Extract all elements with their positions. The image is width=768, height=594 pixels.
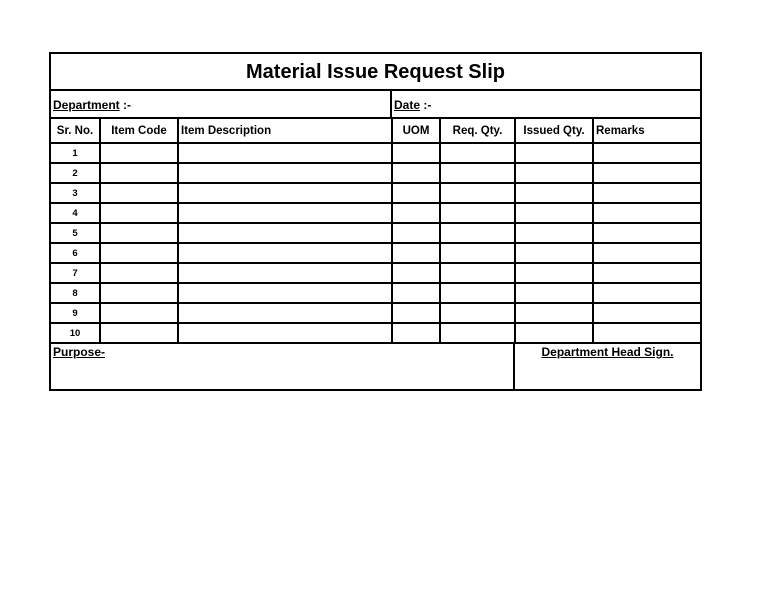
item-code-cell[interactable] <box>100 143 178 163</box>
item-code-cell[interactable] <box>100 323 178 343</box>
item-description-cell[interactable] <box>178 303 392 323</box>
issued-qty-cell[interactable] <box>515 263 593 283</box>
remarks-cell[interactable] <box>593 303 700 323</box>
header-info-row <box>51 91 700 119</box>
remarks-cell[interactable] <box>593 263 700 283</box>
item-code-cell[interactable] <box>100 263 178 283</box>
uom-cell[interactable] <box>392 223 440 243</box>
table-row <box>51 283 700 303</box>
issued-qty-cell[interactable] <box>515 143 593 163</box>
issued-qty-cell[interactable] <box>515 323 593 343</box>
item-code-cell[interactable] <box>100 303 178 323</box>
sr-no-cell: 6 <box>51 243 100 263</box>
purpose-field[interactable] <box>51 343 515 389</box>
uom-cell[interactable] <box>392 183 440 203</box>
table-row <box>51 143 700 163</box>
column-header-issued-qty: Issued Qty. <box>515 119 593 143</box>
issued-qty-cell[interactable] <box>515 183 593 203</box>
uom-cell[interactable] <box>392 323 440 343</box>
sr-no-cell: 5 <box>51 223 100 243</box>
column-header-req-qty: Req. Qty. <box>440 119 515 143</box>
uom-cell[interactable] <box>392 243 440 263</box>
sr-no-cell: 9 <box>51 303 100 323</box>
remarks-cell[interactable] <box>593 203 700 223</box>
item-description-cell[interactable] <box>178 243 392 263</box>
uom-cell[interactable] <box>392 143 440 163</box>
column-header-item-code: Item Code <box>100 119 178 143</box>
footer-row <box>51 343 700 389</box>
uom-cell[interactable] <box>392 283 440 303</box>
date-field[interactable] <box>392 91 700 117</box>
item-description-cell[interactable] <box>178 223 392 243</box>
uom-cell[interactable] <box>392 303 440 323</box>
sr-no-cell: 10 <box>51 323 100 343</box>
issued-qty-cell[interactable] <box>515 243 593 263</box>
sr-no-cell: 3 <box>51 183 100 203</box>
table-header-row <box>51 119 700 143</box>
req-qty-cell[interactable] <box>440 203 515 223</box>
items-table <box>51 119 700 344</box>
date-suffix: :- <box>420 98 432 112</box>
req-qty-cell[interactable] <box>440 283 515 303</box>
sr-no-cell: 7 <box>51 263 100 283</box>
purpose-label: Purpose- <box>53 345 106 359</box>
issued-qty-cell[interactable] <box>515 223 593 243</box>
date-label: Date <box>394 98 421 112</box>
table-row <box>51 323 700 343</box>
table-row <box>51 303 700 323</box>
table-row <box>51 243 700 263</box>
item-code-cell[interactable] <box>100 163 178 183</box>
remarks-cell[interactable] <box>593 283 700 303</box>
remarks-cell[interactable] <box>593 163 700 183</box>
item-description-cell[interactable] <box>178 203 392 223</box>
remarks-cell[interactable] <box>593 223 700 243</box>
item-description-cell[interactable] <box>178 283 392 303</box>
table-row <box>51 263 700 283</box>
req-qty-cell[interactable] <box>440 183 515 203</box>
department-suffix: :- <box>119 98 132 112</box>
sr-no-cell: 1 <box>51 143 100 163</box>
table-row <box>51 183 700 203</box>
column-header-remarks: Remarks <box>593 119 700 143</box>
sr-no-cell: 8 <box>51 283 100 303</box>
item-description-cell[interactable] <box>178 183 392 203</box>
item-code-cell[interactable] <box>100 203 178 223</box>
remarks-cell[interactable] <box>593 243 700 263</box>
item-description-cell[interactable] <box>178 143 392 163</box>
uom-cell[interactable] <box>392 263 440 283</box>
table-row <box>51 163 700 183</box>
column-header-item-description: Item Description <box>178 119 392 143</box>
material-issue-slip <box>49 52 702 391</box>
req-qty-cell[interactable] <box>440 323 515 343</box>
issued-qty-cell[interactable] <box>515 203 593 223</box>
issued-qty-cell[interactable] <box>515 303 593 323</box>
remarks-cell[interactable] <box>593 183 700 203</box>
table-row <box>51 203 700 223</box>
item-code-cell[interactable] <box>100 243 178 263</box>
issued-qty-cell[interactable] <box>515 283 593 303</box>
item-code-cell[interactable] <box>100 283 178 303</box>
column-header-sr-no: Sr. No. <box>51 119 100 143</box>
sign-label: Department Head Sign. <box>541 345 674 359</box>
item-description-cell[interactable] <box>178 163 392 183</box>
department-field[interactable] <box>51 91 392 117</box>
department-label: Department <box>53 98 120 112</box>
sr-no-cell: 4 <box>51 203 100 223</box>
req-qty-cell[interactable] <box>440 143 515 163</box>
department-head-sign-field[interactable] <box>515 343 700 389</box>
uom-cell[interactable] <box>392 203 440 223</box>
page-title: Material Issue Request Slip <box>51 54 700 91</box>
req-qty-cell[interactable] <box>440 243 515 263</box>
issued-qty-cell[interactable] <box>515 163 593 183</box>
remarks-cell[interactable] <box>593 143 700 163</box>
item-code-cell[interactable] <box>100 183 178 203</box>
req-qty-cell[interactable] <box>440 263 515 283</box>
column-header-uom: UOM <box>392 119 440 143</box>
req-qty-cell[interactable] <box>440 163 515 183</box>
req-qty-cell[interactable] <box>440 223 515 243</box>
uom-cell[interactable] <box>392 163 440 183</box>
item-code-cell[interactable] <box>100 223 178 243</box>
table-row <box>51 223 700 243</box>
sr-no-cell: 2 <box>51 163 100 183</box>
req-qty-cell[interactable] <box>440 303 515 323</box>
remarks-cell[interactable] <box>593 323 700 343</box>
item-description-cell[interactable] <box>178 323 392 343</box>
item-description-cell[interactable] <box>178 263 392 283</box>
